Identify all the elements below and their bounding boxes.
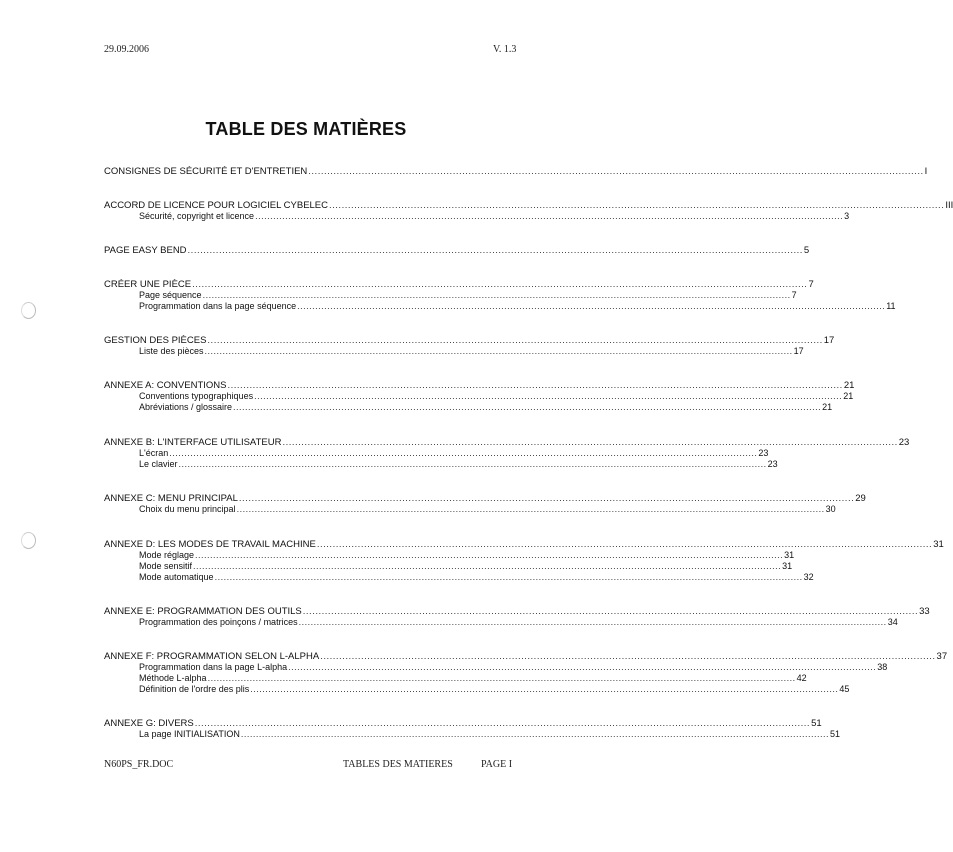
punch-hole-mark bbox=[21, 532, 36, 549]
footer-section-title: TABLES DES MATIERES bbox=[343, 759, 453, 770]
toc-entry-text: Le clavier bbox=[139, 459, 178, 469]
toc-leader: .................................................................................................................................................................................................... bbox=[250, 684, 839, 694]
toc-entry-text: Conventions typographiques bbox=[139, 391, 254, 401]
toc-entry-page: 29 bbox=[855, 493, 866, 504]
toc-subentry-poincons[interactable] bbox=[139, 617, 898, 627]
toc-entry-page: 51 bbox=[811, 718, 822, 729]
toc-leader: .................................................................................................................................................................................................... bbox=[297, 301, 886, 311]
toc-entry-text: ANNEXE E: PROGRAMMATION DES OUTILS bbox=[104, 606, 302, 617]
toc-entry-page: 17 bbox=[823, 335, 835, 346]
toc-entry-text: GESTION DES PIÈCES bbox=[104, 335, 207, 346]
toc-entry-text: ANNEXE C: MENU PRINCIPAL bbox=[104, 493, 238, 504]
toc-entry-page: 3 bbox=[844, 211, 850, 221]
toc-leader: .................................................................................................................................................................................................... bbox=[320, 651, 936, 662]
toc-leader: .................................................................................................................................................................................................... bbox=[254, 391, 843, 401]
page-title: TABLE DES MATIÈRES bbox=[205, 119, 407, 139]
toc-entry-page: 17 bbox=[793, 346, 804, 356]
toc-entry-annexe-c[interactable] bbox=[104, 493, 866, 504]
toc-subentry-ordre-plis[interactable] bbox=[139, 684, 850, 694]
toc-leader: .................................................................................................................................................................................................... bbox=[227, 380, 843, 391]
toc-entry-page: 31 bbox=[933, 539, 944, 550]
toc-entry-text: ANNEXE F: PROGRAMMATION SELON L-ALPHA bbox=[104, 651, 320, 662]
toc-leader: .................................................................................................................................................................................................... bbox=[202, 290, 791, 300]
toc-entry-annexe-f[interactable] bbox=[104, 651, 948, 662]
toc-entry-consignes[interactable] bbox=[104, 166, 928, 177]
toc-subentry-ecran[interactable] bbox=[139, 448, 769, 458]
toc-entry-text: CRÉER UNE PIÈCE bbox=[104, 279, 192, 290]
toc-subentry-choix-menu[interactable] bbox=[139, 504, 836, 514]
toc-entry-page: 7 bbox=[808, 279, 814, 290]
toc-entry-text: Page séquence bbox=[139, 290, 202, 300]
toc-entry-text: PAGE EASY BEND bbox=[104, 245, 187, 256]
toc-entry-page: 37 bbox=[936, 651, 948, 662]
toc-leader: .................................................................................................................................................................................................... bbox=[187, 245, 803, 256]
toc-entry-text: Mode sensitif bbox=[139, 561, 193, 571]
toc-leader: .................................................................................................................................................................................................... bbox=[302, 606, 919, 617]
toc-subentry-mode-sensitif[interactable] bbox=[139, 561, 793, 571]
toc-entry-text: Mode automatique bbox=[139, 572, 214, 582]
toc-leader: .................................................................................................................................................................................................... bbox=[169, 448, 758, 458]
toc-leader: .................................................................................................................................................................................................... bbox=[238, 493, 855, 504]
toc-subentry-securite[interactable] bbox=[139, 211, 850, 221]
toc-entry-text: Liste des pièces bbox=[139, 346, 204, 356]
toc-entry-page: 45 bbox=[839, 684, 850, 694]
toc-entry-annexe-e[interactable] bbox=[104, 606, 930, 617]
toc-entry-text: La page INITIALISATION bbox=[139, 729, 240, 739]
toc-entry-page: 23 bbox=[767, 459, 778, 469]
toc-subentry-liste-pieces[interactable] bbox=[139, 346, 804, 356]
toc-entry-page: 21 bbox=[822, 402, 833, 412]
toc-entry-page: 23 bbox=[898, 437, 910, 448]
toc-entry-text: ACCORD DE LICENCE POUR LOGICIEL CYBELEC bbox=[104, 200, 329, 211]
toc-entry-annexe-a[interactable] bbox=[104, 380, 855, 391]
toc-entry-page: 30 bbox=[825, 504, 836, 514]
toc-entry-text: ANNEXE G: DIVERS bbox=[104, 718, 194, 729]
toc-entry-text: CONSIGNES DE SÉCURITÉ ET D'ENTRETIEN bbox=[104, 166, 308, 177]
toc-entry-accord[interactable] bbox=[104, 200, 953, 211]
toc-leader: .................................................................................................................................................................................................... bbox=[308, 166, 924, 177]
toc-leader: .................................................................................................................................................................................................... bbox=[178, 459, 767, 469]
toc-subentry-page-sequence[interactable] bbox=[139, 290, 797, 300]
toc-entry-page: 7 bbox=[791, 290, 797, 300]
toc-subentry-page-lalpha[interactable] bbox=[139, 662, 888, 672]
toc-entry-page: 42 bbox=[796, 673, 807, 683]
toc-entry-text: Programmation dans la page L-alpha bbox=[139, 662, 288, 672]
header-date: 29.09.2006 bbox=[104, 44, 149, 55]
toc-subentry-programmation-sequence[interactable] bbox=[139, 301, 896, 311]
toc-subentry-clavier[interactable] bbox=[139, 459, 778, 469]
toc-entry-text: ANNEXE D: LES MODES DE TRAVAIL MACHINE bbox=[104, 539, 316, 550]
toc-subentry-mode-automatique[interactable] bbox=[139, 572, 814, 582]
toc-entry-annexe-d[interactable] bbox=[104, 539, 944, 550]
toc-subentry-initialisation[interactable] bbox=[139, 729, 841, 739]
toc-entry-text: Méthode L-alpha bbox=[139, 673, 207, 683]
toc-entry-text: ANNEXE B: L'INTERFACE UTILISATEUR bbox=[104, 437, 282, 448]
toc-entry-text: Programmation dans la page séquence bbox=[139, 301, 297, 311]
footer-document-name: N60PS_FR.DOC bbox=[104, 759, 174, 770]
toc-subentry-conventions-typo[interactable] bbox=[139, 391, 854, 401]
toc-leader: .................................................................................................................................................................................................... bbox=[255, 211, 844, 221]
punch-hole-mark bbox=[21, 302, 36, 319]
toc-leader: .................................................................................................................................................................................................... bbox=[214, 572, 803, 582]
toc-entry-text: Programmation des poinçons / matrices bbox=[139, 617, 298, 627]
toc-subentry-methode-lalpha[interactable] bbox=[139, 673, 807, 683]
toc-entry-text: ANNEXE A: CONVENTIONS bbox=[104, 380, 227, 391]
toc-leader: .................................................................................................................................................................................................... bbox=[240, 729, 829, 739]
toc-entry-page: 11 bbox=[886, 301, 896, 311]
toc-entry-text: Sécurité, copyright et licence bbox=[139, 211, 255, 221]
toc-entry-easy-bend[interactable] bbox=[104, 245, 810, 256]
toc-subentry-abreviations[interactable] bbox=[139, 402, 833, 412]
toc-subentry-mode-reglage[interactable] bbox=[139, 550, 795, 560]
toc-entry-page: III bbox=[945, 200, 953, 211]
toc-leader: .................................................................................................................................................................................................... bbox=[282, 437, 898, 448]
footer-page-number: PAGE I bbox=[481, 759, 513, 770]
toc-leader: .................................................................................................................................................................................................... bbox=[193, 561, 782, 571]
toc-entry-text: L'écran bbox=[139, 448, 169, 458]
toc-entry-annexe-b[interactable] bbox=[104, 437, 910, 448]
toc-entry-text: Choix du menu principal bbox=[139, 504, 236, 514]
toc-leader: .................................................................................................................................................................................................... bbox=[233, 402, 822, 412]
toc-entry-page: 34 bbox=[887, 617, 898, 627]
toc-entry-page: 23 bbox=[758, 448, 769, 458]
toc-entry-text: Abréviations / glossaire bbox=[139, 402, 233, 412]
toc-leader: .................................................................................................................................................................................................... bbox=[316, 539, 933, 550]
toc-leader: .................................................................................................................................................................................................... bbox=[207, 335, 823, 346]
toc-entry-page: 38 bbox=[877, 662, 888, 672]
toc-entry-page: 5 bbox=[803, 245, 810, 256]
toc-entry-text: Définition de l'ordre des plis bbox=[139, 684, 250, 694]
toc-leader: .................................................................................................................................................................................................... bbox=[195, 550, 784, 560]
toc-leader: .................................................................................................................................................................................................... bbox=[288, 662, 877, 672]
toc-entry-gestion-pieces[interactable] bbox=[104, 335, 835, 346]
toc-entry-page: 31 bbox=[784, 550, 795, 560]
toc-entry-page: I bbox=[924, 166, 928, 177]
header-version: V. 1.3 bbox=[493, 44, 517, 55]
toc-entry-page: 31 bbox=[782, 561, 793, 571]
toc-entry-creer-piece[interactable] bbox=[104, 279, 814, 290]
toc-entry-page: 21 bbox=[843, 391, 854, 401]
toc-leader: .................................................................................................................................................................................................... bbox=[329, 200, 945, 211]
toc-entry-annexe-g[interactable] bbox=[104, 718, 822, 729]
toc-leader: .................................................................................................................................................................................................... bbox=[194, 718, 811, 729]
toc-leader: .................................................................................................................................................................................................... bbox=[207, 673, 796, 683]
toc-entry-page: 21 bbox=[843, 380, 855, 391]
toc-entry-text: Mode réglage bbox=[139, 550, 195, 560]
toc-leader: .................................................................................................................................................................................................... bbox=[236, 504, 825, 514]
toc-entry-page: 33 bbox=[919, 606, 930, 617]
toc-leader: .................................................................................................................................................................................................... bbox=[298, 617, 887, 627]
toc-leader: .................................................................................................................................................................................................... bbox=[204, 346, 793, 356]
toc-leader: .................................................................................................................................................................................................... bbox=[192, 279, 808, 290]
toc-entry-page: 51 bbox=[830, 729, 841, 739]
toc-entry-page: 32 bbox=[803, 572, 814, 582]
